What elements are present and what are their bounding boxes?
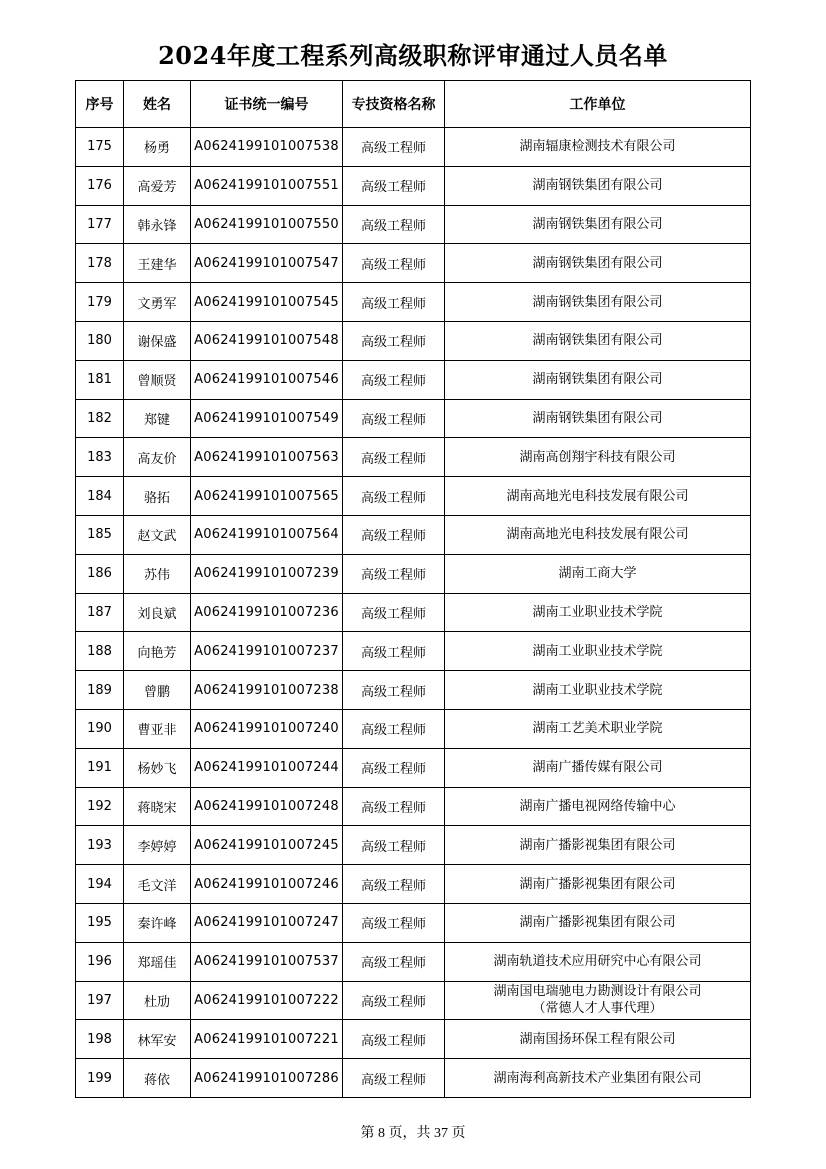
row-qualification: 高级工程师 [343,128,445,167]
row-workplace: 湖南高地光电科技发展有限公司 [445,477,751,516]
row-qualification: 高级工程师 [343,632,445,671]
header-certificate-number: 证书统一编号 [191,81,343,128]
row-certificate-number: A0624199101007239 [191,554,343,593]
row-workplace-line: 湖南国电瑞驰电力勘测设计有限公司 [493,984,702,1000]
table-row [76,981,751,1020]
table-row [76,671,751,710]
row-certificate-number: A0624199101007245 [191,826,343,865]
row-name: 高爱芳 [124,166,191,205]
row-certificate-number: A0624199101007549 [191,399,343,438]
header-name: 姓名 [124,81,191,128]
row-name: 谢保盛 [124,321,191,360]
row-serial: 176 [76,166,124,205]
table-row [76,554,751,593]
row-workplace: 湖南工业职业技术学院 [445,671,751,710]
row-name: 曹亚非 [124,709,191,748]
row-serial: 177 [76,205,124,244]
row-workplace: 湖南广播传媒有限公司 [445,748,751,787]
row-qualification: 高级工程师 [343,671,445,710]
row-name: 郑键 [124,399,191,438]
table-row [76,205,751,244]
row-workplace: 湖南轨道技术应用研究中心有限公司 [445,942,751,981]
page-number: 第 8 页，共 37 页 [360,1126,466,1141]
table-row [76,748,751,787]
row-name: 蒋依 [124,1059,191,1098]
row-certificate-number: A0624199101007237 [191,632,343,671]
row-certificate-number: A0624199101007564 [191,515,343,554]
row-name: 苏伟 [124,554,191,593]
table-row [76,321,751,360]
row-qualification: 高级工程师 [343,981,445,1020]
header-qualification: 专技资格名称 [343,81,445,128]
row-serial: 186 [76,554,124,593]
row-certificate-number: A0624199101007548 [191,321,343,360]
row-certificate-number: A0624199101007537 [191,942,343,981]
row-name: 曾顺贤 [124,360,191,399]
row-name: 林军安 [124,1020,191,1059]
row-workplace: 湖南钢铁集团有限公司 [445,399,751,438]
table-row [76,632,751,671]
row-workplace: 湖南钢铁集团有限公司 [445,321,751,360]
row-certificate-number: A0624199101007545 [191,283,343,322]
row-name: 赵文武 [124,515,191,554]
page-title: 2024年度工程系列高级职称评审通过人员名单 [158,41,668,70]
row-name: 蒋晓宋 [124,787,191,826]
row-qualification: 高级工程师 [343,244,445,283]
roster-table [75,80,751,1098]
row-serial: 199 [76,1059,124,1098]
row-qualification: 高级工程师 [343,942,445,981]
row-qualification: 高级工程师 [343,438,445,477]
row-name: 郑瑶佳 [124,942,191,981]
row-certificate-number: A0624199101007538 [191,128,343,167]
row-serial: 182 [76,399,124,438]
table-row [76,593,751,632]
row-name: 高友价 [124,438,191,477]
row-workplace [445,981,751,1020]
row-certificate-number: A0624199101007221 [191,1020,343,1059]
table-row [76,399,751,438]
row-name: 秦许峰 [124,903,191,942]
row-serial: 187 [76,593,124,632]
row-serial: 181 [76,360,124,399]
row-workplace: 湖南高地光电科技发展有限公司 [445,515,751,554]
row-workplace-note: （常德人才人事代理） [532,1001,663,1017]
row-serial: 184 [76,477,124,516]
row-name: 王建华 [124,244,191,283]
row-serial: 196 [76,942,124,981]
row-certificate-number: A0624199101007244 [191,748,343,787]
row-qualification: 高级工程师 [343,399,445,438]
row-workplace: 湖南工业职业技术学院 [445,632,751,671]
row-qualification: 高级工程师 [343,1059,445,1098]
table-row [76,709,751,748]
row-name: 毛文洋 [124,865,191,904]
row-qualification: 高级工程师 [343,709,445,748]
table-row [76,1020,751,1059]
table-row [76,360,751,399]
row-qualification: 高级工程师 [343,826,445,865]
row-name: 文勇军 [124,283,191,322]
row-qualification: 高级工程师 [343,1020,445,1059]
table-row [76,283,751,322]
row-certificate-number: A0624199101007551 [191,166,343,205]
row-serial: 195 [76,903,124,942]
header-workplace: 工作单位 [445,81,751,128]
row-workplace: 湖南广播影视集团有限公司 [445,903,751,942]
row-name: 韩永锋 [124,205,191,244]
row-qualification: 高级工程师 [343,360,445,399]
row-name: 杨勇 [124,128,191,167]
row-serial: 193 [76,826,124,865]
header-serial: 序号 [76,81,124,128]
row-workplace: 湖南海利高新技术产业集团有限公司 [445,1059,751,1098]
table-row [76,942,751,981]
row-workplace: 湖南广播影视集团有限公司 [445,865,751,904]
row-certificate-number: A0624199101007550 [191,205,343,244]
table-row [76,787,751,826]
table-row [76,438,751,477]
row-serial: 197 [76,981,124,1020]
row-qualification: 高级工程师 [343,748,445,787]
row-qualification: 高级工程师 [343,515,445,554]
row-serial: 183 [76,438,124,477]
row-workplace: 湖南高创翔宇科技有限公司 [445,438,751,477]
row-serial: 192 [76,787,124,826]
row-name: 刘良斌 [124,593,191,632]
table-row [76,1059,751,1098]
row-qualification: 高级工程师 [343,865,445,904]
row-certificate-number: A0624199101007546 [191,360,343,399]
row-qualification: 高级工程师 [343,477,445,516]
table-row [76,477,751,516]
row-certificate-number: A0624199101007236 [191,593,343,632]
row-name: 李婷婷 [124,826,191,865]
row-name: 曾鹏 [124,671,191,710]
row-qualification: 高级工程师 [343,283,445,322]
row-workplace: 湖南国扬环保工程有限公司 [445,1020,751,1059]
row-serial: 198 [76,1020,124,1059]
row-certificate-number: A0624199101007240 [191,709,343,748]
table-row [76,128,751,167]
row-workplace: 湖南工业职业技术学院 [445,593,751,632]
table-body [76,128,751,1098]
row-certificate-number: A0624199101007565 [191,477,343,516]
row-qualification: 高级工程师 [343,593,445,632]
row-workplace: 湖南钢铁集团有限公司 [445,360,751,399]
row-serial: 188 [76,632,124,671]
row-serial: 185 [76,515,124,554]
table-row [76,903,751,942]
row-serial: 179 [76,283,124,322]
table-row [76,244,751,283]
row-certificate-number: A0624199101007248 [191,787,343,826]
row-qualification: 高级工程师 [343,166,445,205]
row-name: 骆拓 [124,477,191,516]
row-serial: 178 [76,244,124,283]
table-header-row [76,81,751,128]
row-qualification: 高级工程师 [343,321,445,360]
row-qualification: 高级工程师 [343,554,445,593]
row-name: 向艳芳 [124,632,191,671]
table-row [76,865,751,904]
row-workplace: 湖南工艺美术职业学院 [445,709,751,748]
row-serial: 194 [76,865,124,904]
table-row [76,826,751,865]
row-certificate-number: A0624199101007563 [191,438,343,477]
row-workplace: 湖南钢铁集团有限公司 [445,244,751,283]
table-row [76,166,751,205]
row-workplace: 湖南钢铁集团有限公司 [445,283,751,322]
row-workplace: 湖南广播影视集团有限公司 [445,826,751,865]
row-name: 杜劢 [124,981,191,1020]
row-workplace: 湖南广播电视网络传输中心 [445,787,751,826]
row-workplace: 湖南辐康检测技术有限公司 [445,128,751,167]
row-qualification: 高级工程师 [343,205,445,244]
row-certificate-number: A0624199101007238 [191,671,343,710]
row-qualification: 高级工程师 [343,903,445,942]
row-certificate-number: A0624199101007547 [191,244,343,283]
row-certificate-number: A0624199101007222 [191,981,343,1020]
row-name: 杨妙飞 [124,748,191,787]
row-certificate-number: A0624199101007247 [191,903,343,942]
row-workplace: 湖南工商大学 [445,554,751,593]
row-certificate-number: A0624199101007286 [191,1059,343,1098]
row-serial: 175 [76,128,124,167]
row-certificate-number: A0624199101007246 [191,865,343,904]
row-serial: 191 [76,748,124,787]
row-workplace: 湖南钢铁集团有限公司 [445,166,751,205]
row-workplace: 湖南钢铁集团有限公司 [445,205,751,244]
table-row [76,515,751,554]
row-serial: 190 [76,709,124,748]
row-serial: 189 [76,671,124,710]
row-qualification: 高级工程师 [343,787,445,826]
row-serial: 180 [76,321,124,360]
